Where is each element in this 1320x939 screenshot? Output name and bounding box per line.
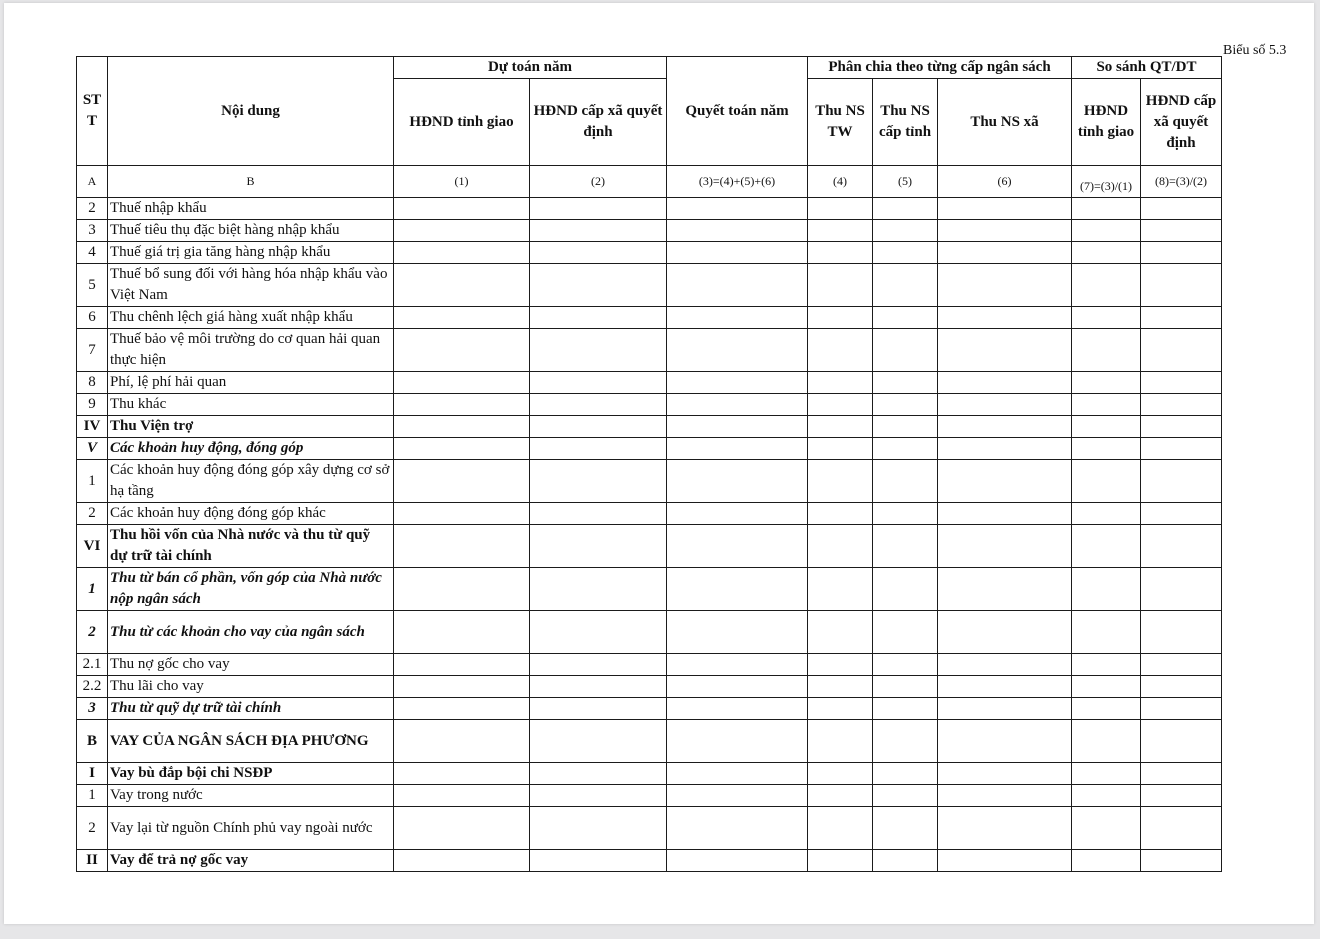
form-number: Biểu số 5.3 (1223, 43, 1287, 58)
table-row (77, 698, 1222, 720)
value-cell (873, 416, 938, 438)
column-code: (2) (530, 166, 667, 198)
value-cell (873, 503, 938, 525)
value-cell (1072, 503, 1141, 525)
value-cell (1072, 850, 1141, 872)
header-thu-ns-xa: Thu NS xã (938, 79, 1072, 166)
value-cell (667, 807, 808, 850)
value-cell (1072, 720, 1141, 763)
value-cell (1141, 698, 1222, 720)
value-cell (394, 264, 530, 307)
header-hdnd-cap-xa: HĐND cấp xã quyết định (530, 79, 667, 166)
row-stt: V (77, 438, 108, 460)
value-cell (1072, 525, 1141, 568)
row-content: Thuế tiêu thụ đặc biệt hàng nhập khẩu (108, 220, 394, 242)
value-cell (667, 763, 808, 785)
row-stt: 3 (77, 220, 108, 242)
row-stt: 2.1 (77, 654, 108, 676)
value-cell (394, 763, 530, 785)
table-row (77, 242, 1222, 264)
table-row (77, 611, 1222, 654)
value-cell (394, 372, 530, 394)
header-thu-ns-tw: Thu NS TW (808, 79, 873, 166)
column-code: (3)=(4)+(5)+(6) (667, 166, 808, 198)
row-content: VAY CỦA NGÂN SÁCH ĐỊA PHƯƠNG (108, 720, 394, 763)
value-cell (667, 416, 808, 438)
table-row (77, 654, 1222, 676)
value-cell (873, 807, 938, 850)
value-cell (808, 676, 873, 698)
value-cell (808, 416, 873, 438)
value-cell (808, 394, 873, 416)
value-cell (873, 763, 938, 785)
value-cell (667, 242, 808, 264)
row-stt: 2 (77, 503, 108, 525)
value-cell (873, 438, 938, 460)
value-cell (938, 698, 1072, 720)
row-content: Thu hồi vốn của Nhà nước và thu từ quỹ dự trữ tài chính (108, 525, 394, 568)
row-content: Thu khác (108, 394, 394, 416)
value-cell (938, 525, 1072, 568)
value-cell (667, 198, 808, 220)
table-row (77, 264, 1222, 307)
value-cell (938, 416, 1072, 438)
value-cell (1072, 394, 1141, 416)
value-cell (530, 654, 667, 676)
row-stt: VI (77, 525, 108, 568)
value-cell (394, 568, 530, 611)
value-cell (808, 242, 873, 264)
value-cell (394, 525, 530, 568)
row-content: Thu nợ gốc cho vay (108, 654, 394, 676)
value-cell (1072, 676, 1141, 698)
table-row (77, 525, 1222, 568)
row-stt: 7 (77, 329, 108, 372)
value-cell (1141, 372, 1222, 394)
value-cell (667, 438, 808, 460)
value-cell (1141, 654, 1222, 676)
value-cell (394, 416, 530, 438)
value-cell (1072, 807, 1141, 850)
value-cell (1072, 416, 1141, 438)
row-stt: 2 (77, 611, 108, 654)
header-hdnd-tinh-giao: HĐND tỉnh giao (394, 79, 530, 166)
value-cell (1072, 438, 1141, 460)
value-cell (667, 698, 808, 720)
value-cell (873, 654, 938, 676)
row-content: Vay lại từ nguồn Chính phủ vay ngoài nước (108, 807, 394, 850)
value-cell (808, 372, 873, 394)
value-cell (938, 220, 1072, 242)
value-cell (1072, 460, 1141, 503)
row-stt: 2 (77, 807, 108, 850)
value-cell (394, 850, 530, 872)
value-cell (394, 720, 530, 763)
value-cell (1141, 460, 1222, 503)
table-body (77, 198, 1222, 872)
row-stt: IV (77, 416, 108, 438)
value-cell (938, 850, 1072, 872)
value-cell (1141, 264, 1222, 307)
row-stt: 1 (77, 568, 108, 611)
table-row (77, 568, 1222, 611)
value-cell (873, 676, 938, 698)
value-cell (530, 220, 667, 242)
value-cell (938, 676, 1072, 698)
value-cell (1141, 611, 1222, 654)
value-cell (1072, 198, 1141, 220)
value-cell (1072, 698, 1141, 720)
table-row (77, 329, 1222, 372)
value-cell (530, 242, 667, 264)
budget-table (76, 56, 1222, 872)
value-cell (1141, 785, 1222, 807)
value-cell (1141, 307, 1222, 329)
value-cell (873, 785, 938, 807)
header-phan-chia: Phân chia theo từng cấp ngân sách (808, 57, 1072, 79)
table-row (77, 220, 1222, 242)
value-cell (1072, 568, 1141, 611)
header-so-sanh: So sánh QT/DT (1072, 57, 1222, 79)
value-cell (938, 568, 1072, 611)
value-cell (530, 438, 667, 460)
table-row (77, 763, 1222, 785)
value-cell (530, 503, 667, 525)
value-cell (530, 807, 667, 850)
value-cell (938, 763, 1072, 785)
value-cell (1141, 720, 1222, 763)
table-row (77, 720, 1222, 763)
value-cell (808, 568, 873, 611)
value-cell (394, 394, 530, 416)
value-cell (808, 307, 873, 329)
value-cell (1072, 763, 1141, 785)
value-cell (808, 460, 873, 503)
value-cell (1072, 220, 1141, 242)
value-cell (808, 654, 873, 676)
header-ss-hdnd-tinh-giao: HĐND tỉnh giao (1072, 79, 1141, 166)
value-cell (873, 264, 938, 307)
value-cell (1072, 372, 1141, 394)
value-cell (1072, 785, 1141, 807)
value-cell (1141, 198, 1222, 220)
column-code: (4) (808, 166, 873, 198)
value-cell (1141, 676, 1222, 698)
value-cell (530, 264, 667, 307)
value-cell (808, 503, 873, 525)
row-content: Thu từ các khoản cho vay của ngân sách (108, 611, 394, 654)
value-cell (808, 785, 873, 807)
value-cell (667, 329, 808, 372)
value-cell (873, 307, 938, 329)
value-cell (938, 264, 1072, 307)
value-cell (530, 460, 667, 503)
value-cell (1141, 242, 1222, 264)
column-code: A (77, 166, 108, 198)
value-cell (1072, 654, 1141, 676)
column-code: (7)=(3)/(1) (1072, 166, 1141, 198)
value-cell (938, 720, 1072, 763)
value-cell (873, 372, 938, 394)
value-cell (808, 611, 873, 654)
value-cell (938, 329, 1072, 372)
value-cell (530, 525, 667, 568)
row-content: Thuế giá trị gia tăng hàng nhập khẩu (108, 242, 394, 264)
value-cell (394, 198, 530, 220)
table-row (77, 503, 1222, 525)
value-cell (808, 850, 873, 872)
row-stt: 6 (77, 307, 108, 329)
table-row (77, 460, 1222, 503)
value-cell (667, 307, 808, 329)
value-cell (938, 785, 1072, 807)
value-cell (808, 264, 873, 307)
value-cell (873, 220, 938, 242)
value-cell (667, 676, 808, 698)
value-cell (1072, 307, 1141, 329)
value-cell (394, 807, 530, 850)
document-page (4, 3, 1314, 924)
value-cell (667, 850, 808, 872)
value-cell (1141, 394, 1222, 416)
header-stt: ST T (77, 57, 108, 166)
column-code: (8)=(3)/(2) (1141, 166, 1222, 198)
row-content: Thuế bảo vệ môi trường do cơ quan hải quan thực hiện (108, 329, 394, 372)
value-cell (873, 850, 938, 872)
value-cell (667, 503, 808, 525)
value-cell (394, 242, 530, 264)
value-cell (394, 698, 530, 720)
value-cell (808, 698, 873, 720)
row-content: Thuế bổ sung đối với hàng hóa nhập khẩu vào Việt Nam (108, 264, 394, 307)
value-cell (938, 394, 1072, 416)
value-cell (938, 611, 1072, 654)
row-stt: B (77, 720, 108, 763)
row-stt: 1 (77, 460, 108, 503)
value-cell (873, 568, 938, 611)
row-content: Thu chênh lệch giá hàng xuất nhập khẩu (108, 307, 394, 329)
header-quyet-toan-nam: Quyết toán năm (667, 57, 808, 166)
value-cell (530, 720, 667, 763)
column-code: (6) (938, 166, 1072, 198)
table-row (77, 372, 1222, 394)
value-cell (808, 525, 873, 568)
header-thu-ns-cap-tinh: Thu NS cấp tỉnh (873, 79, 938, 166)
value-cell (808, 763, 873, 785)
value-cell (938, 307, 1072, 329)
value-cell (938, 438, 1072, 460)
value-cell (873, 329, 938, 372)
value-cell (667, 394, 808, 416)
column-code: (5) (873, 166, 938, 198)
value-cell (1141, 416, 1222, 438)
value-cell (1141, 220, 1222, 242)
value-cell (394, 611, 530, 654)
row-content: Vay để trả nợ gốc vay (108, 850, 394, 872)
value-cell (667, 460, 808, 503)
value-cell (394, 676, 530, 698)
row-stt: 1 (77, 785, 108, 807)
value-cell (530, 372, 667, 394)
value-cell (530, 676, 667, 698)
value-cell (873, 611, 938, 654)
row-stt: 3 (77, 698, 108, 720)
column-code: B (108, 166, 394, 198)
value-cell (938, 503, 1072, 525)
value-cell (667, 785, 808, 807)
row-stt: 5 (77, 264, 108, 307)
value-cell (530, 785, 667, 807)
value-cell (873, 698, 938, 720)
value-cell (808, 198, 873, 220)
value-cell (530, 329, 667, 372)
value-cell (667, 654, 808, 676)
value-cell (1072, 611, 1141, 654)
value-cell (873, 720, 938, 763)
value-cell (667, 220, 808, 242)
table-row (77, 850, 1222, 872)
value-cell (808, 807, 873, 850)
value-cell (938, 654, 1072, 676)
row-content: Vay trong nước (108, 785, 394, 807)
row-content: Thu Viện trợ (108, 416, 394, 438)
table-row (77, 198, 1222, 220)
value-cell (667, 720, 808, 763)
row-content: Thuế nhập khẩu (108, 198, 394, 220)
row-content: Thu từ quỹ dự trữ tài chính (108, 698, 394, 720)
value-cell (1072, 264, 1141, 307)
value-cell (1072, 329, 1141, 372)
value-cell (1141, 568, 1222, 611)
value-cell (530, 850, 667, 872)
value-cell (530, 394, 667, 416)
table-row (77, 394, 1222, 416)
value-cell (873, 198, 938, 220)
value-cell (808, 220, 873, 242)
row-content: Phí, lệ phí hải quan (108, 372, 394, 394)
value-cell (394, 438, 530, 460)
value-cell (530, 763, 667, 785)
value-cell (1141, 763, 1222, 785)
value-cell (530, 611, 667, 654)
row-content: Thu lãi cho vay (108, 676, 394, 698)
header-noi-dung: Nội dung (108, 57, 394, 166)
value-cell (667, 525, 808, 568)
table-row (77, 676, 1222, 698)
value-cell (873, 525, 938, 568)
value-cell (530, 307, 667, 329)
value-cell (394, 220, 530, 242)
value-cell (394, 460, 530, 503)
row-stt: 8 (77, 372, 108, 394)
value-cell (667, 568, 808, 611)
value-cell (530, 568, 667, 611)
table-row (77, 307, 1222, 329)
row-stt: I (77, 763, 108, 785)
value-cell (667, 372, 808, 394)
value-cell (873, 394, 938, 416)
value-cell (1141, 525, 1222, 568)
value-cell (667, 611, 808, 654)
value-cell (938, 460, 1072, 503)
value-cell (530, 698, 667, 720)
value-cell (938, 242, 1072, 264)
value-cell (394, 654, 530, 676)
column-code: (1) (394, 166, 530, 198)
value-cell (1141, 807, 1222, 850)
value-cell (1141, 850, 1222, 872)
value-cell (394, 785, 530, 807)
value-cell (873, 242, 938, 264)
row-content: Các khoản huy động đóng góp xây dựng cơ sở hạ tầng (108, 460, 394, 503)
row-content: Các khoản huy động, đóng góp (108, 438, 394, 460)
value-cell (1141, 329, 1222, 372)
value-cell (808, 438, 873, 460)
row-stt: II (77, 850, 108, 872)
value-cell (938, 807, 1072, 850)
header-ss-hdnd-cap-xa: HĐND cấp xã quyết định (1141, 79, 1222, 166)
table-row (77, 438, 1222, 460)
row-content: Vay bù đắp bội chi NSĐP (108, 763, 394, 785)
value-cell (938, 372, 1072, 394)
value-cell (1072, 242, 1141, 264)
value-cell (1141, 438, 1222, 460)
table-row (77, 807, 1222, 850)
value-cell (667, 264, 808, 307)
value-cell (394, 307, 530, 329)
row-stt: 2 (77, 198, 108, 220)
row-stt: 4 (77, 242, 108, 264)
row-stt: 2.2 (77, 676, 108, 698)
value-cell (530, 416, 667, 438)
table-row (77, 785, 1222, 807)
row-content: Các khoản huy động đóng góp khác (108, 503, 394, 525)
row-stt: 9 (77, 394, 108, 416)
value-cell (873, 460, 938, 503)
value-cell (808, 720, 873, 763)
value-cell (938, 198, 1072, 220)
value-cell (808, 329, 873, 372)
value-cell (394, 329, 530, 372)
table-row (77, 416, 1222, 438)
value-cell (530, 198, 667, 220)
value-cell (394, 503, 530, 525)
value-cell (1141, 503, 1222, 525)
header-du-toan-nam: Dự toán năm (394, 57, 667, 79)
row-content: Thu từ bán cổ phần, vốn góp của Nhà nước nộp ngân sách (108, 568, 394, 611)
